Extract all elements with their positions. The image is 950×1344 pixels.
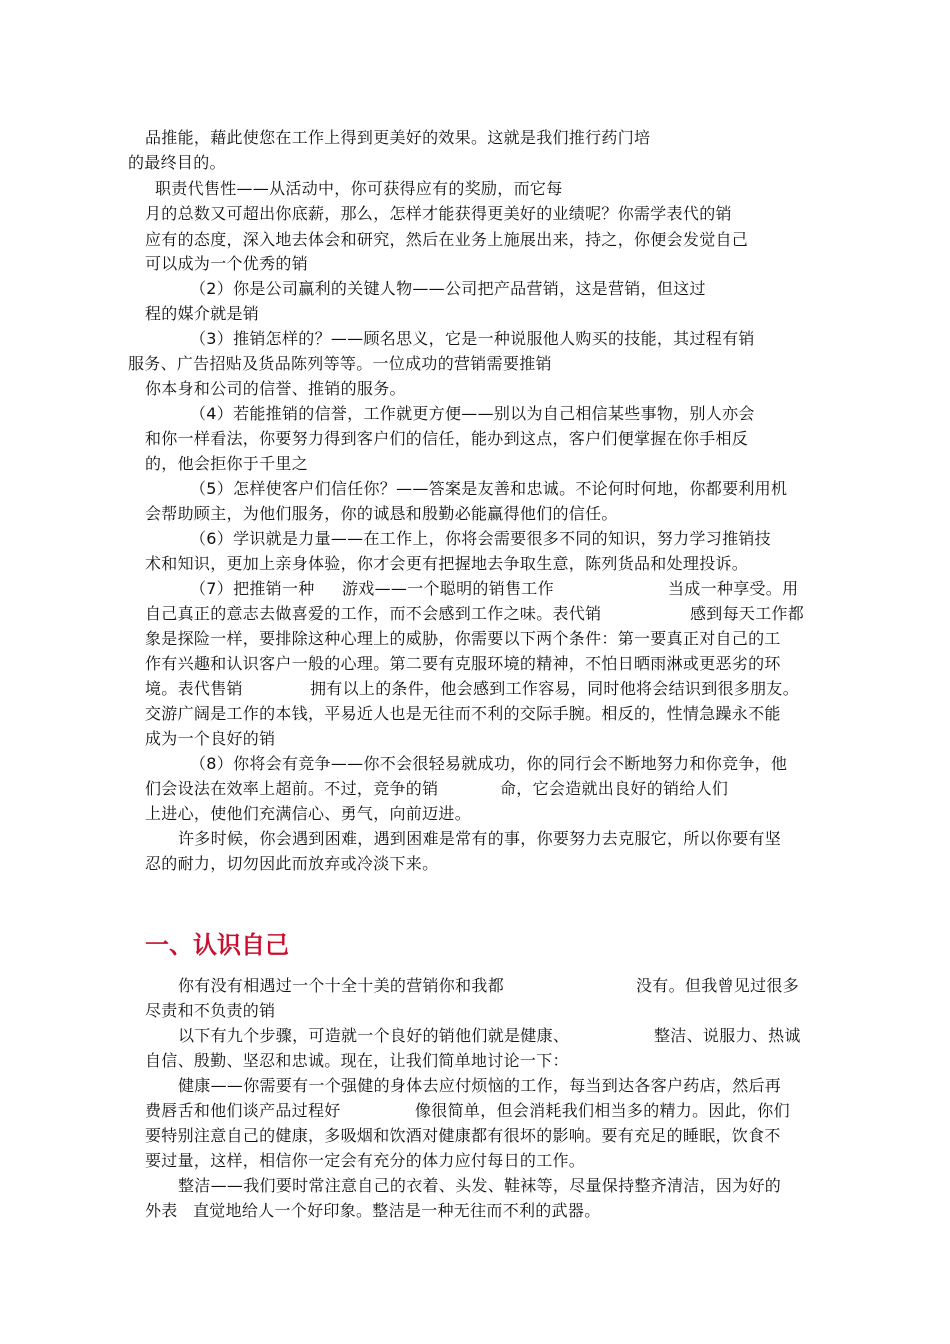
text-line: 月的总数又可超出你底薪，那么，怎样才能获得更美好的业绩呢？你需学表代的销: [145, 204, 732, 223]
text-line: 整洁——我们要时常注意自己的衣着、头发、鞋袜等，尽量保持整齐清洁，因为好的: [178, 1176, 782, 1195]
text-line: 会帮助顾主，为他们服务，你的诚恳和殷勤必能赢得他们的信任。: [145, 504, 618, 523]
text-line: 自信、殷勤、坚忍和忠诚。现在，让我们简单地讨论一下：: [145, 1051, 569, 1070]
text-line: 作有兴趣和认识客户一般的心理。第二要有克服环境的精神，不怕日晒雨淋或更恶劣的环: [145, 654, 781, 673]
text-line: 外表: [145, 1201, 178, 1220]
text-line: 的最终目的。: [128, 153, 226, 172]
section-heading: 一、认识自己: [145, 931, 289, 959]
text-line: 游戏——一个聪明的销售工作: [342, 579, 554, 598]
text-line: 忍的耐力，切勿因此而放弃或冷淡下来。: [145, 854, 439, 873]
text-line: 要过量，这样，相信你一定会有充分的体力应付每日的工作。: [145, 1151, 586, 1170]
text-line: 当成一种享受。用: [668, 579, 799, 598]
text-line: 上进心，使他们充满信心、勇气，向前迈进。: [145, 804, 472, 823]
text-line: 成为一个良好的销: [145, 729, 276, 748]
text-line: （3）推销怎样的？——顾名思义，它是一种说服他人购买的技能，其过程有销: [190, 329, 755, 348]
text-line: 尽责和不负责的销: [145, 1001, 276, 1020]
text-line: 直觉地给人一个好印象。整洁是一种无往而不利的武器。: [193, 1201, 601, 1220]
text-line: 没有。但我曾见过很多: [636, 976, 800, 995]
text-line: 以下有九个步骤，可造就一个良好的销他们就是健康、: [178, 1026, 570, 1045]
text-line: 像很简单，但会消耗我们相当多的精力。因此，你们: [415, 1101, 790, 1120]
text-line: 健康——你需要有一个强健的身体去应付烦恼的工作，每当到达各客户药店，然后再: [178, 1076, 782, 1095]
text-line: 的，他会拒你于千里之: [145, 454, 309, 473]
text-line: 职责代售性——从活动中，你可获得应有的奖励，而它每: [155, 179, 563, 198]
text-line: 境。表代售销: [145, 679, 243, 698]
text-line: （6）学识就是力量——在工作上，你将会需要很多不同的知识，努力学习推销技: [190, 529, 771, 548]
text-line: 和你一样看法，你要努力得到客户们的信任，能办到这点，客户们便掌握在你手相反: [145, 429, 749, 448]
text-line: 你有没有相遇过一个十全十美的营销你和我都: [178, 976, 505, 995]
text-line: 术和知识，更加上亲身体验，你才会更有把握地去争取生意，陈列货品和处理投诉。: [145, 554, 749, 573]
text-line: 拥有以上的条件，他会感到工作容易，同时他将会结识到很多朋友。: [310, 679, 800, 698]
text-line: 感到每天工作都: [690, 604, 805, 623]
text-line: 自己真正的意志去做喜爱的工作，而不会感到工作之味。表代销: [145, 604, 602, 623]
text-line: （7）把推销一种: [190, 579, 315, 598]
text-line: （2）你是公司赢利的关键人物——公司把产品营销，这是营销，但这过: [190, 279, 706, 298]
text-line: 可以成为一个优秀的销: [145, 254, 309, 273]
text-line: 整洁、说服力、热诚: [654, 1026, 801, 1045]
text-line: 交游广阔是工作的本钱，平易近人也是无往而不利的交际手腕。相反的，性情急躁永不能: [145, 704, 781, 723]
text-line: （4）若能推销的信誉，工作就更方便——别以为自己相信某些事物，别人亦会: [190, 404, 755, 423]
text-line: 应有的态度，深入地去体会和研究，然后在业务上施展出来，持之，你便会发觉自己: [145, 230, 749, 249]
text-line: （5）怎样使客户们信任你？——答案是友善和忠诚。不论何时何地，你都要利用机: [190, 479, 788, 498]
text-line: 象是探险一样，要排除这种心理上的威胁，你需要以下两个条件：第一要真正对自己的工: [145, 629, 781, 648]
text-line: 品推能，藉此使您在工作上得到更美好的效果。这就是我们推行药门培: [145, 128, 651, 147]
text-line: 命，它会造就出良好的销给人们: [500, 779, 729, 798]
text-line: 们会设法在效率上超前。不过，竞争的销: [145, 779, 439, 798]
text-line: 许多时候，你会遇到困难，遇到困难是常有的事，你要努力去克服它，所以你要有坚: [178, 829, 782, 848]
text-line: 要特别注意自己的健康，多吸烟和饮酒对健康都有很坏的影响。要有充足的睡眠，饮食不: [145, 1126, 781, 1145]
text-line: 你本身和公司的信誉、推销的服务。: [145, 379, 406, 398]
text-line: 服务、广告招贴及货品陈列等等。一位成功的营销需要推销: [128, 354, 552, 373]
text-line: 程的媒介就是销: [145, 304, 260, 323]
text-line: 费唇舌和他们谈产品过程好: [145, 1101, 341, 1120]
text-line: （8）你将会有竞争——你不会很轻易就成功，你的同行会不断地努力和你竞争，他: [190, 754, 788, 773]
